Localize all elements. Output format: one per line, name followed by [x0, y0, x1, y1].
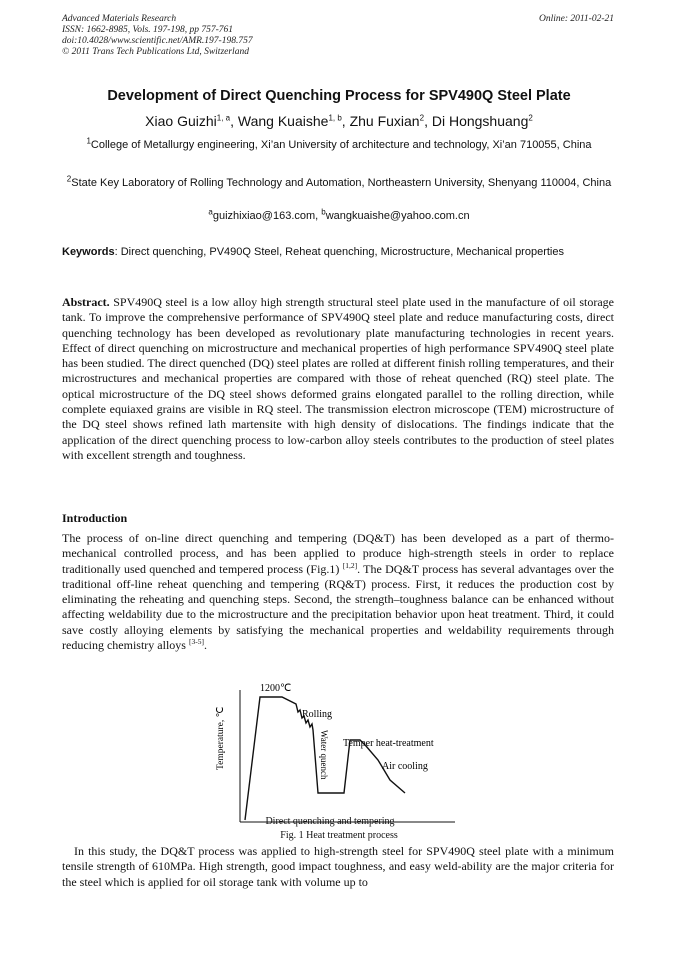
keywords-label: Keywords [62, 246, 115, 258]
doi-line: doi:10.4028/www.scientific.net/AMR.197-198.757 [62, 36, 253, 46]
abstract [62, 295, 614, 463]
author-name: Xiao Guizhi [145, 113, 217, 129]
introduction-paragraph-2: In this study, the DQ&T process was applied to high-strength steel for SPV490Q steel plate with a minimum tensile strength of 610MPa. High strength, good impact toughness, and easy weld-ability are the major criteria for the steel which is applied for oil storage tank with volume up to [62, 844, 614, 889]
email-sup: b [321, 207, 326, 217]
author-name: Zhu Fuxian [349, 113, 420, 129]
affiliation-2 [62, 176, 616, 191]
intro-text: . The DQ&T process has several advantages over the traditional off-line reheat quenching and tempering (RQ&T) process. First, it reduces the production cost by eliminating the reheating and quenching steps. Second, the strength–toughness balance can be enhanced without affecting weldability due to the microstructure and the precipitation behavior upon heat treatment. Third, it could save costly alloying elements by satisfying the mechanical properties and weldability requirements through reducing chemistry alloys [62, 561, 614, 653]
affiliation-sup: 2 [66, 174, 72, 184]
email-line [0, 207, 678, 222]
author-sup: 2 [528, 113, 533, 123]
rolling-label: Rolling [302, 709, 333, 720]
email-b: wangkuaishe@yahoo.com.cn [325, 210, 470, 222]
abstract-label: Abstract. [62, 295, 110, 309]
intro-text: . [203, 638, 207, 653]
introduction-heading: Introduction [62, 511, 128, 525]
journal-header [62, 14, 253, 58]
air-cooling-label: Air cooling [382, 761, 428, 772]
author-sup: 1, b [328, 113, 342, 123]
author-sup: 1, a [216, 113, 231, 123]
citation-ref: [1,2] [342, 560, 358, 570]
figure-1 [200, 680, 460, 840]
journal-name: Advanced Materials Research [62, 14, 177, 24]
author-name: Di Hongshuang [431, 113, 529, 129]
figure-caption: Fig. 1 Heat treatment process [280, 830, 398, 841]
issn-line: ISSN: 1662-8985, Vols. 197-198, pp 757-761 [62, 25, 233, 35]
heat-treatment-diagram [200, 680, 460, 830]
y-axis-label: Temperature, ℃ [216, 706, 226, 770]
x-axis-label: Direct quenching and tempering [265, 816, 395, 827]
author-sep: , [341, 113, 350, 129]
author-sup: 2 [419, 113, 425, 123]
affiliation-text: College of Metallurgy engineering, Xi’an University of architecture and technology, Xi’an 710055, China [90, 139, 592, 151]
abstract-text: SPV490Q steel is a low alloy high strength structural steel plate used in the manufacture of oil storage tank. To improve the comprehensive performance of SPV490Q steel plate and reduce manufacturing costs, direct quenching technology has been developed as revolutionary plate manufacturing technologies in recent years. Effect of direct quenching on microstructure and mechanical properties of high performance SPV490Q steel plate has been studied. The direct quenched (DQ) steel plates are rolled at different finish rolling temperatures, and their microstructures and mechanical properties are compared with those of reheat quenched (RQ) steel plate. The optical microstructure of the DQ steel shows deformed grains elongated parallel to the rolling direction, while complete equiaxed grains are visible in RQ steel. The transmission electron microscope (TEM) microstructure of the DQ steel shows refined lath martensite with high density of dislocations. The findings indicate that the application of the direct quenching process to low-carbon alloy steels contributes to the production of steel plates with excellent strength and toughness. [62, 295, 614, 462]
water-quench-label: Water quench [319, 730, 329, 780]
copyright-line: © 2011 Trans Tech Publications Ltd, Switzerland [62, 47, 249, 57]
keywords-text: : Direct quenching, PV490Q Steel, Reheat quenching, Microstructure, Mechanical properties [114, 246, 564, 258]
affiliation-sup: 1 [86, 136, 91, 146]
intro-text: The process of on-line direct quenching and tempering (DQ&T) has been developed as a part of thermo-mechanical controlled process, and has been applied to produce high-strength steels in order to replace traditionally used quenched and tempered process (Fig.1) [62, 531, 614, 576]
affiliation-1 [62, 138, 616, 153]
citation-ref: [3-5] [188, 637, 204, 647]
author-sep: , [424, 113, 432, 129]
peak-temp-label: 1200℃ [260, 683, 292, 694]
author-name: Wang Kuaishe [237, 113, 329, 129]
keywords [62, 245, 613, 259]
introduction-paragraph-1 [62, 531, 614, 653]
temper-label: Temper heat-treatment [343, 738, 434, 749]
author-list [0, 113, 678, 129]
email-sup: a [208, 207, 213, 217]
author-sep: , [230, 113, 238, 129]
email-a: guizhixiao@163.com, [212, 210, 322, 222]
affiliation-text: State Key Laboratory of Rolling Technology and Automation, Northeastern University, Shenyang 110004, China [71, 177, 612, 189]
online-date: Online: 2011-02-21 [538, 14, 614, 24]
paper-title: Development of Direct Quenching Process for SPV490Q Steel Plate [107, 88, 571, 104]
